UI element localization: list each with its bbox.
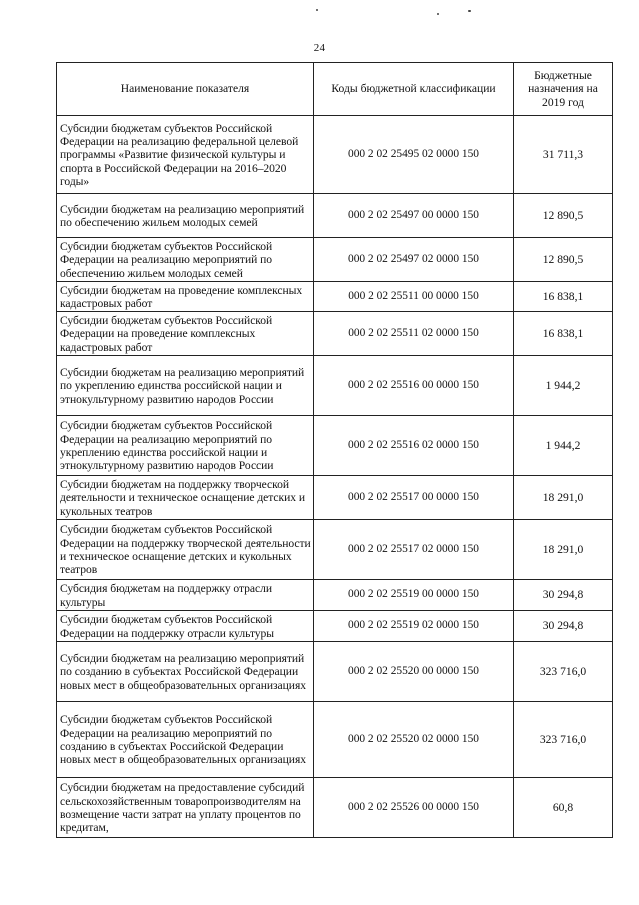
row-amount: 12 890,5: [514, 194, 613, 238]
row-amount: 31 711,3: [514, 116, 613, 194]
row-code: 000 2 02 25517 00 0000 150: [314, 476, 514, 520]
table-row: [57, 194, 613, 238]
row-amount: 16 838,1: [514, 282, 613, 312]
table-row: [57, 416, 613, 476]
row-code: 000 2 02 25519 02 0000 150: [314, 611, 514, 642]
row-name: Субсидии бюджетам на реализацию мероприятий по обеспечению жильем молодых семей: [57, 194, 314, 238]
row-name: Субсидии бюджетам на поддержку творческой деятельности и техническое оснащение детских и кукольных театров: [57, 476, 314, 520]
row-amount: 18 291,0: [514, 520, 613, 580]
table-row: [57, 476, 613, 520]
row-name: Субсидии бюджетам субъектов Российской Федерации на поддержку отрасли культуры: [57, 611, 314, 642]
row-code: 000 2 02 25495 02 0000 150: [314, 116, 514, 194]
row-name: Субсидии бюджетам на реализацию мероприятий по созданию в субъектах Российской Федерации новых мест в общеобразовательных организациях: [57, 642, 314, 702]
row-name: Субсидии бюджетам субъектов Российской Федерации на реализацию мероприятий по укреплению единства российской нации и этнокультурному развитию народов России: [57, 416, 314, 476]
page-number: 24: [313, 42, 326, 54]
header-budget-codes: Коды бюджетной классификации: [314, 63, 514, 116]
table-row: [57, 580, 613, 611]
table-row: [57, 282, 613, 312]
row-amount: 16 838,1: [514, 312, 613, 356]
table-row: [57, 356, 613, 416]
row-amount: 18 291,0: [514, 476, 613, 520]
row-amount: 323 716,0: [514, 642, 613, 702]
table-row: [57, 702, 613, 778]
row-name: Субсидии бюджетам на предоставление субсидий сельскохозяйственным товаропроизводителям на возмещение части затрат на уплату процентов по кредитам,: [57, 778, 314, 838]
row-name: Субсидии бюджетам субъектов Российской Федерации на реализацию мероприятий по обеспечению жильем молодых семей: [57, 238, 314, 282]
table-row: [57, 642, 613, 702]
row-code: 000 2 02 25520 02 0000 150: [314, 702, 514, 778]
table-row: [57, 778, 613, 838]
row-amount: 1 944,2: [514, 416, 613, 476]
budget-table: [56, 62, 613, 838]
row-code: 000 2 02 25511 00 0000 150: [314, 282, 514, 312]
row-code: 000 2 02 25516 02 0000 150: [314, 416, 514, 476]
scan-speck: [468, 10, 471, 12]
scan-speck: [316, 9, 318, 11]
table-row: [57, 312, 613, 356]
row-amount: 1 944,2: [514, 356, 613, 416]
row-name: Субсидии бюджетам субъектов Российской Федерации на поддержку творческой деятельности и техническое оснащение детских и кукольных театров: [57, 520, 314, 580]
row-code: 000 2 02 25497 02 0000 150: [314, 238, 514, 282]
row-name: Субсидии бюджетам субъектов Российской Федерации на реализацию мероприятий по созданию в субъектах Российской Федерации новых мест в общеобразовательных организациях: [57, 702, 314, 778]
row-amount: 323 716,0: [514, 702, 613, 778]
row-code: 000 2 02 25520 00 0000 150: [314, 642, 514, 702]
row-code: 000 2 02 25517 02 0000 150: [314, 520, 514, 580]
table-header-row: [57, 63, 613, 116]
table-row: [57, 116, 613, 194]
row-code: 000 2 02 25497 00 0000 150: [314, 194, 514, 238]
header-budget-2019: Бюджетные назначения на 2019 год: [514, 63, 613, 116]
table-row: [57, 520, 613, 580]
row-amount: 60,8: [514, 778, 613, 838]
row-code: 000 2 02 25516 00 0000 150: [314, 356, 514, 416]
header-indicator-name: Наименование показателя: [57, 63, 314, 116]
row-name: Субсидии бюджетам на проведение комплексных кадастровых работ: [57, 282, 314, 312]
row-name: Субсидия бюджетам на поддержку отрасли культуры: [57, 580, 314, 611]
row-code: 000 2 02 25511 02 0000 150: [314, 312, 514, 356]
table-row: [57, 611, 613, 642]
row-code: 000 2 02 25519 00 0000 150: [314, 580, 514, 611]
row-amount: 30 294,8: [514, 611, 613, 642]
row-name: Субсидии бюджетам субъектов Российской Федерации на реализацию федеральной целевой программы «Развитие физической культуры и спорта в Российской Федерации на 2016–2020 годы»: [57, 116, 314, 194]
scan-speck: [437, 13, 439, 15]
table-row: [57, 238, 613, 282]
row-amount: 12 890,5: [514, 238, 613, 282]
row-name: Субсидии бюджетам на реализацию мероприятий по укреплению единства российской нации и этнокультурному развитию народов России: [57, 356, 314, 416]
row-amount: 30 294,8: [514, 580, 613, 611]
row-name: Субсидии бюджетам субъектов Российской Федерации на проведение комплексных кадастровых работ: [57, 312, 314, 356]
row-code: 000 2 02 25526 00 0000 150: [314, 778, 514, 838]
